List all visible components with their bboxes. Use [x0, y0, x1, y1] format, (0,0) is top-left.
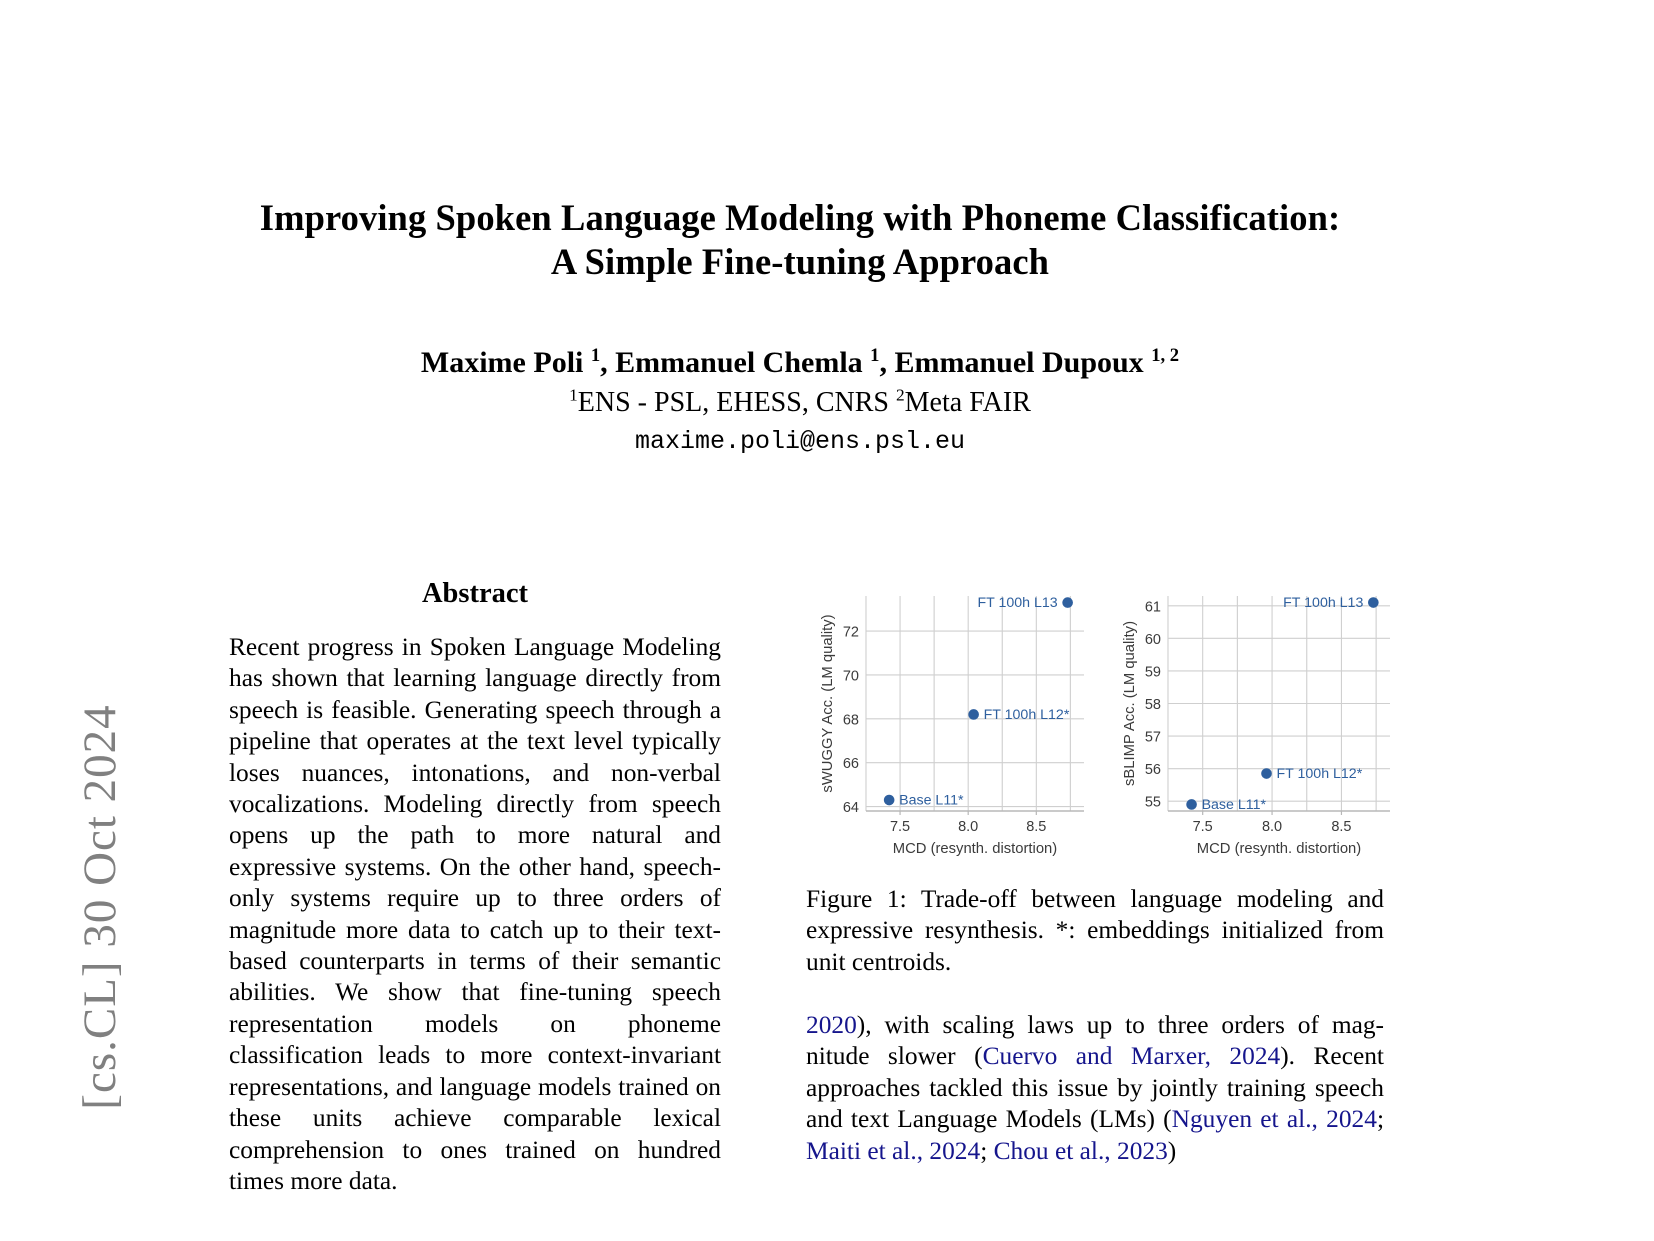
y-axis-title: sWUGGY Acc. (LM quality): [820, 614, 836, 793]
chart-panel-swuggy: [820, 595, 1084, 857]
x-tick-label: 8.0: [958, 819, 979, 835]
y-tick-label: 55: [1144, 794, 1161, 811]
figure-1: [806, 578, 1398, 868]
citation-link[interactable]: 2020: [806, 1011, 857, 1039]
x-tick-label: 8.0: [1261, 819, 1283, 835]
author-3-affil-marker: 1, 2: [1151, 345, 1180, 366]
data-point: [1261, 768, 1272, 779]
affiliations: [200, 384, 1400, 421]
intro-body-text: [806, 1010, 1384, 1167]
y-tick-label: 68: [842, 712, 859, 729]
figure-caption-label: Figure 1:: [806, 885, 907, 913]
figure-1-caption: [806, 884, 1384, 978]
paper-title-line-2: A Simple Fine-tuning Approach: [550, 241, 1050, 282]
affil-2-marker: 2: [895, 385, 905, 405]
author-3-name: , Emmanuel Dupoux: [879, 346, 1152, 379]
citation-link[interactable]: Chou et al., 2023: [993, 1136, 1168, 1165]
chart-panel-sblimp: [1122, 595, 1390, 857]
affil-1-text: ENS - PSL, EHESS, CNRS: [577, 387, 896, 418]
data-point-label: Base L11*: [899, 792, 964, 809]
y-tick-label: 61: [1144, 599, 1161, 616]
author-names: [200, 344, 1400, 382]
x-axis-title: MCD (resynth. distortion): [1196, 841, 1362, 857]
y-tick-label: 70: [842, 668, 859, 685]
body-text-run: ). Recent approaches tackled this issue by jointly training speech and text Language Models (LMs) (: [806, 1042, 1384, 1134]
x-axis-title: MCD (resynth. distortion): [892, 841, 1058, 857]
paper-title: [200, 196, 1400, 284]
y-tick-label: 60: [1144, 631, 1161, 648]
data-point: [884, 795, 895, 806]
contact-email[interactable]: maxime.poli@ens.psl.eu: [634, 427, 966, 456]
author-1-affil-marker: 1: [590, 345, 601, 366]
affil-1-marker: 1: [569, 385, 578, 405]
arxiv-stamp: [cs.CL] 30 Oct 2024: [74, 704, 126, 1110]
body-text-run: ): [1167, 1136, 1177, 1165]
data-point-label: FT 100h L13: [977, 595, 1058, 612]
x-tick-label: 7.5: [889, 819, 911, 835]
abstract-text: Recent progress in Spoken Language Modeling has shown that learning language directly from speech is feasible. Generating speech through a pipeline that operates at the text level typically loses nuances, intonations, and non-verbal vocalizations. Modeling directly from speech opens up the path to more natural and expressive systems. On the other hand, speech-only systems require up to three orders of magnitude more data to catch up to their text-based counterparts in terms of their semantic abilities. We show that fine-tuning speech representation models on phoneme classification leads to more context-invariant representations, and language models trained on these units achieve comparable lexical comprehension to ones trained on hundred times more data.: [229, 633, 721, 1195]
affil-2-text: Meta FAIR: [904, 387, 1031, 418]
data-point: [968, 709, 979, 720]
data-point: [1062, 597, 1073, 608]
data-point: [1186, 799, 1197, 810]
body-text-run: ;: [1376, 1105, 1384, 1134]
author-block: [200, 344, 1400, 460]
y-tick-label: 58: [1144, 697, 1161, 713]
intro-paragraph: [806, 1010, 1384, 1167]
body-text-run: ;: [980, 1136, 994, 1165]
y-tick-label: 56: [1144, 762, 1161, 779]
y-tick-label: 66: [842, 756, 859, 773]
data-point-label: FT 100h L12*: [1276, 766, 1363, 783]
figure-caption-text: [806, 884, 1384, 978]
y-tick-label: 59: [1144, 664, 1161, 681]
data-point-label: FT 100h L13: [1283, 595, 1364, 612]
x-tick-label: 8.5: [1331, 819, 1352, 835]
left-column: [229, 578, 721, 1197]
figure-1-charts: [806, 578, 1398, 863]
citation-link[interactable]: Maiti et al., 2024: [806, 1136, 981, 1165]
abstract-heading: Abstract: [421, 578, 529, 609]
author-2-name: , Emmanuel Chemla: [600, 346, 871, 379]
data-point-label: Base L11*: [1201, 796, 1267, 813]
data-point-label: FT 100h L12*: [983, 706, 1070, 723]
body-text-run: ), with scaling laws up to three orders of mag-nitude slower (: [806, 1011, 1384, 1071]
citation-link[interactable]: Nguyen et al., 2024: [1171, 1105, 1377, 1134]
author-2-affil-marker: 1: [870, 345, 880, 366]
y-tick-label: 64: [842, 800, 859, 817]
x-tick-label: 7.5: [1192, 819, 1213, 835]
right-column: [806, 578, 1364, 868]
y-axis-title: sBLIMP Acc. (LM quality): [1122, 620, 1138, 787]
x-tick-label: 8.5: [1026, 819, 1047, 835]
data-point: [1368, 597, 1379, 608]
citation-link[interactable]: Cuervo and Marxer, 2024: [982, 1042, 1281, 1071]
author-1-name: Maxime Poli: [420, 346, 591, 379]
y-tick-label: 57: [1144, 729, 1161, 746]
figure-caption-body: Trade-off between language modeling and expressive resynthesis. *: embeddings initialized from unit centroids.: [806, 885, 1385, 976]
y-tick-label: 72: [842, 624, 859, 641]
paper-title-line-1: Improving Spoken Language Modeling with Phoneme Classification:: [259, 197, 1341, 238]
